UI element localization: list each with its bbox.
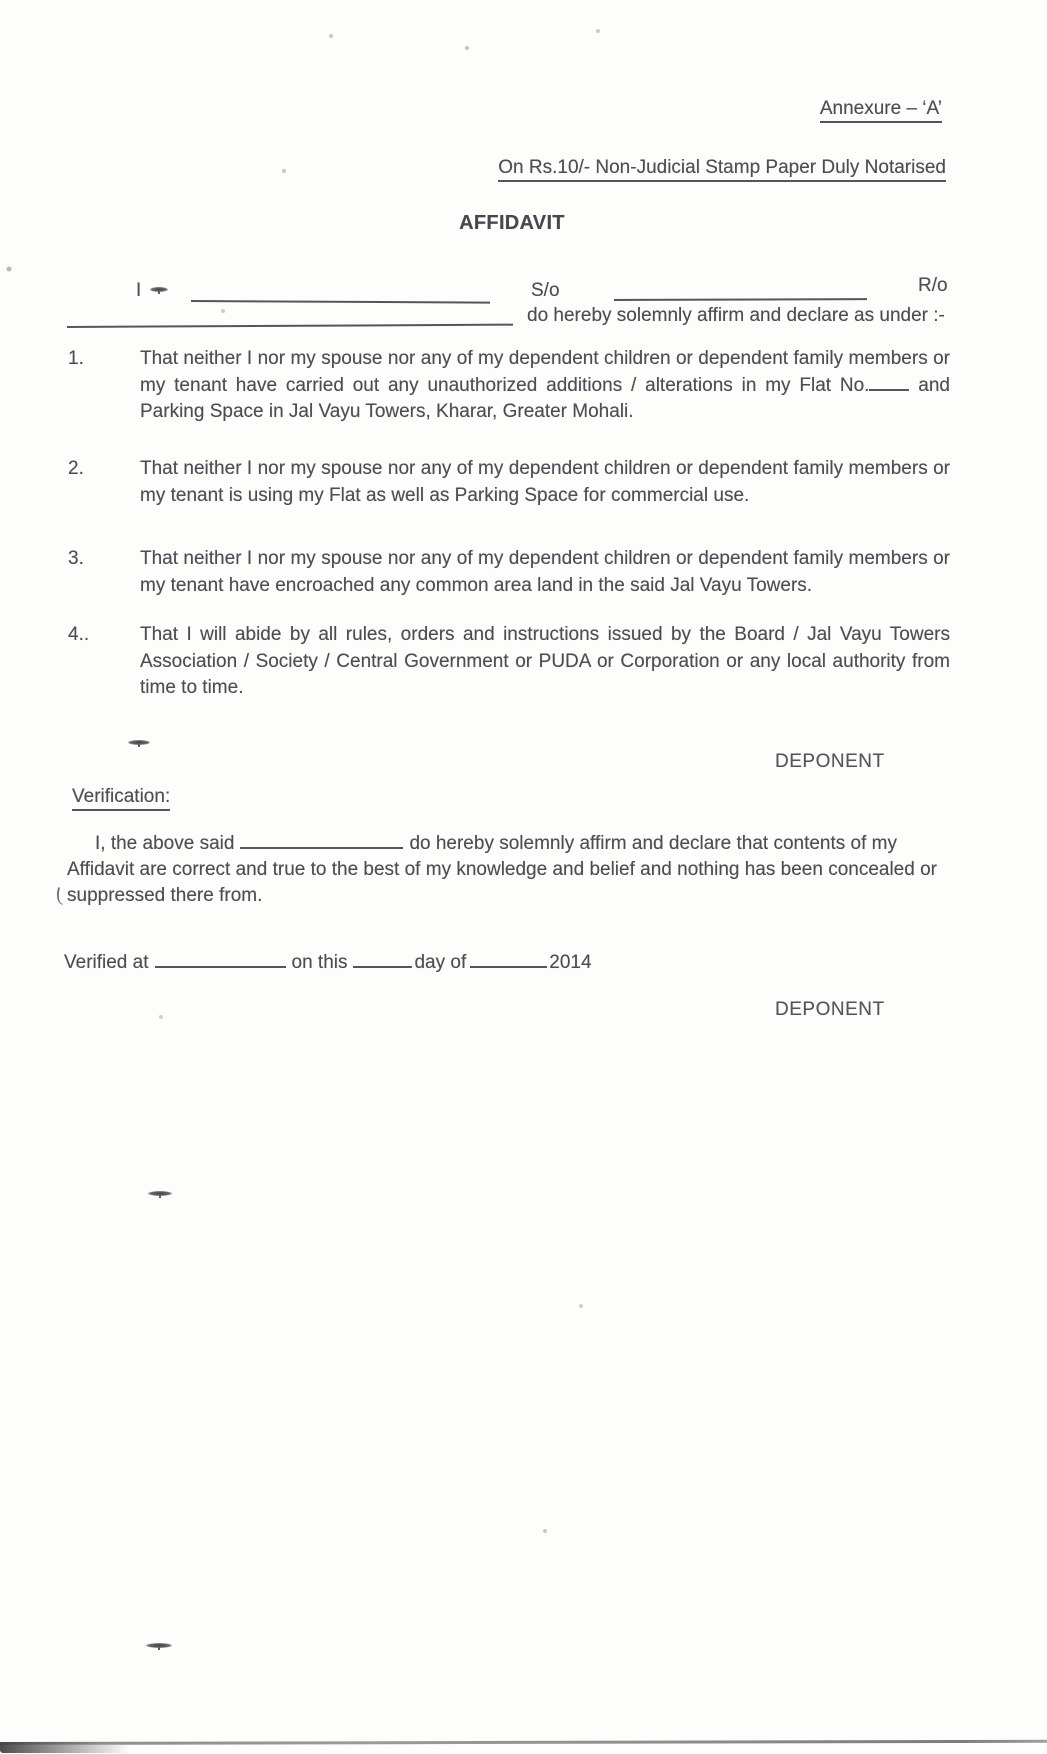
verification-paragraph: I, the above said do hereby solemnly affirm and declare that contents of my Affidavit are correct and true to the best of my knowledge and belief and nothing has been concealed or suppressed there from. [67, 833, 937, 906]
verified-at-line [64, 950, 592, 977]
year-text: 2014 [549, 952, 592, 973]
clause-number: 3. [68, 548, 84, 569]
stamp-paper-line [0, 155, 946, 182]
i-label: I [136, 280, 142, 301]
blank-place [155, 966, 286, 968]
annexure-label: Annexure – ‘A’ [820, 98, 942, 123]
clause-number: 2. [68, 458, 84, 479]
verified-at-label: Verified at [64, 952, 149, 973]
clause-1 [68, 346, 950, 426]
clause-number: 1. [68, 348, 84, 369]
resident-of-label: R/o [918, 275, 948, 296]
ink-smudge [128, 740, 150, 745]
opening-line-2 [0, 303, 1047, 333]
annexure-line [0, 96, 942, 123]
blank-address-line [67, 324, 513, 328]
ink-smudge [150, 287, 168, 292]
stamp-paper-text: On Rs.10/- Non-Judicial Stamp Paper Duly Notarised [498, 157, 946, 182]
pen-mark [54, 887, 67, 905]
clause-2 [68, 456, 950, 509]
clause-text: That I will abide by all rules, orders and instructions issued by the Board / Jal Vayu Towers Association / Society / Central Government or PUDA or Corporation or any local authority from time to time. [140, 624, 950, 698]
scan-bottom-edge [0, 1740, 1047, 1745]
blank-flat-no [869, 385, 909, 391]
scan-specks [0, 0, 2, 2]
clause-text: That neither I nor my spouse nor any of my dependent children or dependent family members or my tenant is using my Flat as well as Parking Space for commercial use. [140, 458, 950, 506]
deponent-signature-label-2: DEPONENT [775, 999, 885, 1020]
son-of-label: S/o [531, 280, 560, 301]
declaration-text: do hereby solemnly affirm and declare as under :- [527, 305, 945, 326]
ink-smudge [148, 1191, 172, 1196]
blank-month [470, 966, 547, 968]
verification-heading: Verification: [72, 784, 170, 811]
clause-4 [68, 622, 950, 702]
clause-3 [68, 546, 950, 599]
document-title: AFFIDAVIT [459, 212, 565, 234]
blank-day [353, 966, 412, 968]
blank-father-name-line [614, 298, 867, 301]
on-this-label: on this [291, 952, 348, 973]
clause-number: 4.. [68, 624, 90, 645]
blank-deponent-name [240, 843, 403, 849]
clause-text: That neither I nor my spouse nor any of my dependent children or dependent family members or my tenant have carried out any unauthorized additions / alterations in my Flat No. and Parking Space in Jal Vayu Towers, Kharar, Greater Mohali. [140, 348, 950, 422]
day-of-label: day of [414, 952, 467, 973]
scan-bottom-corner-shadow [0, 1745, 130, 1753]
deponent-signature-label-1: DEPONENT [775, 751, 885, 772]
clause-text: That neither I nor my spouse nor any of my dependent children or dependent family members or my tenant have encroached any common area land in the said Jal Vayu Towers. [140, 548, 950, 596]
ink-smudge [146, 1643, 172, 1648]
